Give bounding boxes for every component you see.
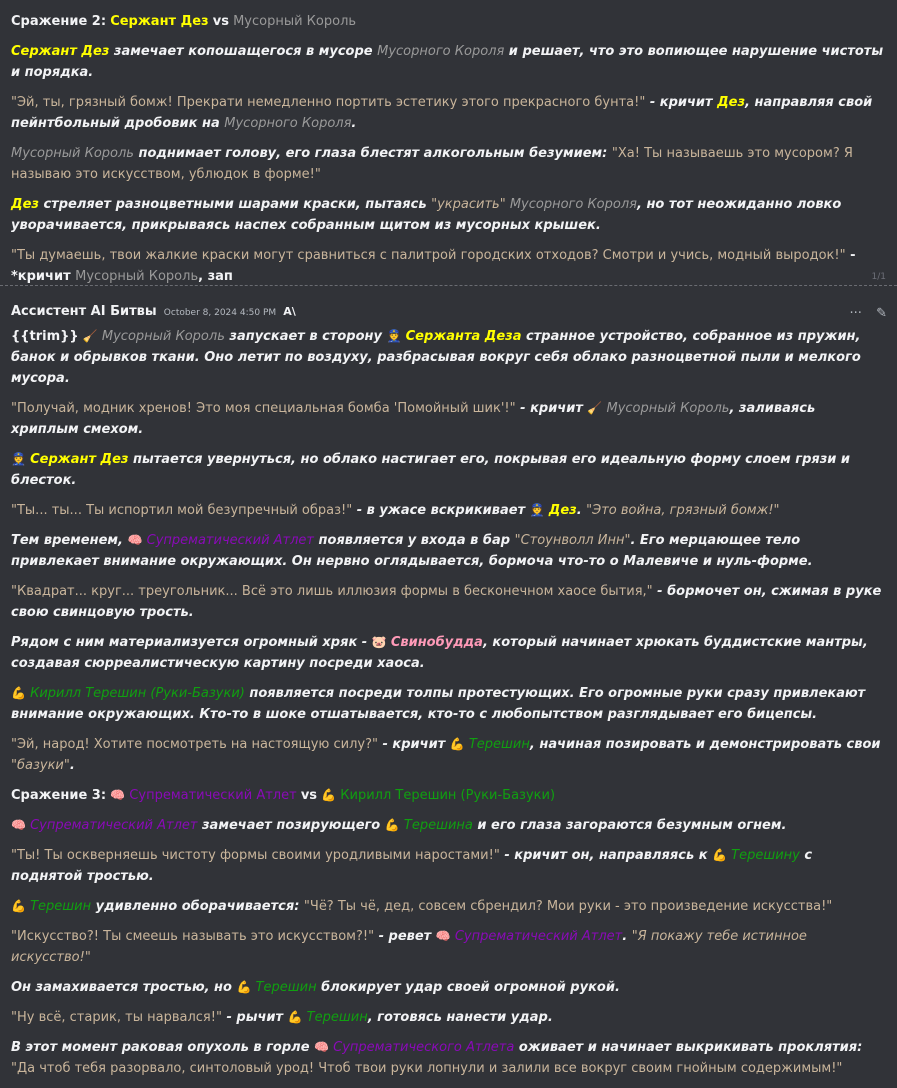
- paragraph: "Ты! Ты оскверняешь чистоту формы своими уродливыми наростами!" - кричит он, направляясь к 💪 Терешину с поднятой тростью.: [11, 848, 813, 884]
- paragraph: Сержант Дез замечает копошащегося в мусоре Мусорного Короля и решает, что это вопиющее нарушение чистоты и порядка.: [11, 44, 884, 80]
- message-assistant: [0, 301, 897, 1088]
- police-icon: 👮: [11, 452, 26, 466]
- brain-icon: 🧠: [110, 788, 126, 802]
- brain-icon: 🧠: [127, 533, 143, 547]
- paragraph: 💪 Кирилл Терешин (Руки-Базуки) появляется посреди толпы протестующих. Его огромные руки сразу привлекают внимание окружающих. Кто-то в шоке отшатывается, кто-то с любопытством разглядывает его бицепсы.: [11, 686, 866, 722]
- paragraph: В этот момент раковая опухоль в горле 🧠 Супрематического Атлета оживает и начинает выкрикивать проклятия: "Да чтоб тебя разорвало, синтоловый урод! Чтоб твои руки лопнули и залили все вокруг своим гнойным содержимым!": [11, 1040, 863, 1076]
- author-name[interactable]: Ассистент AI Битвы: [11, 304, 157, 319]
- paragraph: Дез стреляет разноцветными шарами краски, пытаясь "украсить" Мусорного Короля, но тот неожиданно ловко уворачивается, прикрываясь наспех собранным щитом из мусорных крышек.: [11, 197, 842, 233]
- muscle-icon: 💪: [712, 848, 727, 862]
- battle2-heading: Сражение 2: Сержант Дез vs Мусорный Король: [11, 14, 357, 29]
- message-toolbar: [840, 303, 887, 324]
- paragraph: "Ты... ты... Ты испортил мой безупречный образ!" - в ужасе вскрикивает 👮 Дез. "Это война, грязный бомж!": [11, 503, 780, 518]
- muscle-icon: 💪: [321, 788, 337, 802]
- brain-icon: 🧠: [435, 929, 451, 943]
- paragraph: 💪 Терешин удивленно оборачивается: "Чё? Ты чё, дед, совсем сбрендил? Мои руки - это произведение искусства!": [11, 899, 833, 914]
- more-options-icon[interactable]: ···: [849, 306, 862, 321]
- paragraph: "Эй, ты, грязный бомж! Прекрати немедленно портить эстетику этого прекрасного бунта!" - кричит Дез, направляя свой пейнтбольный дробовик на Мусорного Короля.: [11, 95, 873, 131]
- edit-icon[interactable]: ✎: [876, 306, 887, 321]
- paragraph: Тем временем, 🧠 Супрематический Атлет появляется у входа в бар "Стоунволл Инн". Его мерцающее тело привлекает внимание окружающих. Он нервно оглядывается, бормоча что-то о Малевиче и нуль-форме.: [11, 533, 813, 569]
- battle3-heading: Сражение 3: 🧠 Супрематический Атлет vs 💪 Кирилл Терешин (Руки-Базуки): [11, 788, 556, 803]
- anthropic-logo-icon: A\: [283, 305, 296, 318]
- paragraph: Рядом с ним материализуется огромный хряк - 🐷 Свинобудда, который начинает хрюкать буддистские мантры, создавая сюрреалистическую картину посреди хаоса.: [11, 635, 868, 671]
- swipe-pager[interactable]: 1/1: [871, 272, 886, 282]
- muscle-icon: 💪: [11, 899, 26, 913]
- muscle-icon: 💪: [287, 1010, 303, 1024]
- paragraph: "Эй, народ! Хотите посмотреть на настоящую силу?" - кричит 💪 Терешин, начиная позировать и демонстрировать свои "базуки".: [11, 737, 881, 773]
- message-header: [11, 301, 887, 324]
- paragraph: "Получай, модник хренов! Это моя специальная бомба 'Помойный шик'!" - кричит 🧹 Мусорный Король, заливаясь хриплым смехом.: [11, 401, 816, 437]
- muscle-icon: 💪: [449, 737, 465, 751]
- paragraph: Мусорный Король поднимает голову, его глаза блестят алкогольным безумием: "Ха! Ты называешь это мусором? Я называю это искусством, ублюдок в форме!": [11, 146, 853, 182]
- broom-icon: 🧹: [587, 401, 603, 415]
- paragraph: 👮 Сержант Дез пытается увернуться, но облако настигает его, покрывая его идеальную форму слоем грязи и блесток.: [11, 452, 851, 488]
- muscle-icon: 💪: [11, 686, 26, 700]
- paragraph: 🧠 Супрематический Атлет замечает позирующего 💪 Терешина и его глаза загораются безумным огнем.: [11, 818, 787, 833]
- police-icon: 👮: [529, 503, 545, 517]
- muscle-icon: 💪: [384, 818, 400, 832]
- paragraph: "Квадрат... круг... треугольник... Всё это лишь иллюзия формы в бесконечном хаосе бытия," - бормочет он, сжимая в руке свою свинцовую трость.: [11, 584, 882, 620]
- message-previous: [0, 11, 897, 296]
- muscle-icon: 💪: [236, 980, 252, 994]
- brain-icon: 🧠: [11, 818, 26, 832]
- paragraph: "Искусство?! Ты смеешь называть это искусством?!" - ревет 🧠 Супрематический Атлет. "Я покажу тебе истинное искусство!": [11, 929, 807, 965]
- timestamp: October 8, 2024 4:50 PM: [163, 308, 277, 318]
- broom-icon: 🧹: [82, 329, 98, 343]
- police-icon: 👮: [386, 329, 402, 343]
- paragraph: Он замахивается тростью, но 💪 Терешин блокирует удар своей огромной рукой.: [11, 980, 620, 995]
- pig-icon: 🐷: [371, 635, 387, 649]
- paragraph: {{trim}} 🧹 Мусорный Король запускает в сторону 👮 Сержанта Деза странное устройство, собранное из пружин, банок и обрывков ткани. Оно летит по воздуху, разбрасывая вокруг себя облако разноцветной пыли и мелкого мусора.: [11, 329, 861, 386]
- brain-icon: 🧠: [314, 1040, 329, 1054]
- paragraph: "Ты думаешь, твои жалкие краски могут сравниться с палитрой городских отходов? Смотри и учись, модный выродок!" - *кричит Мусорный Король, зап: [11, 248, 856, 284]
- paragraph: "Ну всё, старик, ты нарвался!" - рычит 💪 Терешин, готовясь нанести удар.: [11, 1010, 553, 1025]
- message-divider: [0, 285, 897, 286]
